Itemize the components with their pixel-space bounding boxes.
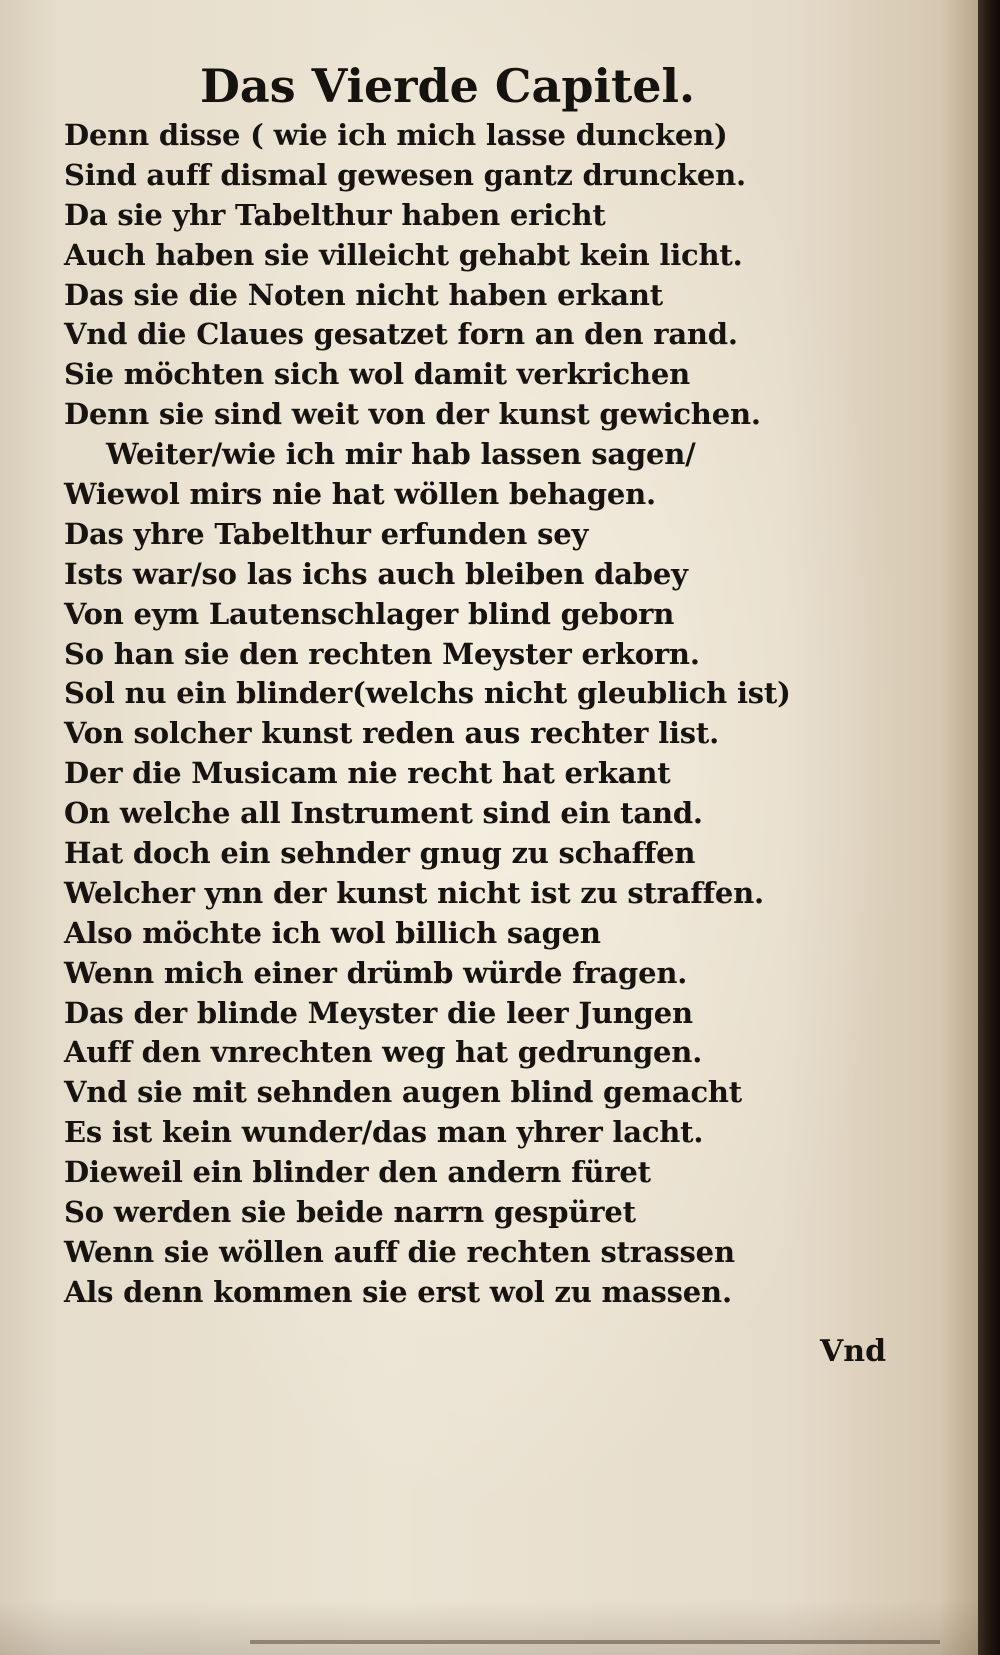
verse-line: Ists war/so las ichs auch bleiben dabey <box>64 556 688 591</box>
verse-line: Das yhre Tabelthur erfunden sey <box>64 516 589 551</box>
verse-line: On welche all Instrument sind ein tand. <box>64 796 703 831</box>
chapter-heading: Das Vierde Capitel. <box>200 59 695 113</box>
verse-line: Vnd sie mit sehnden augen blind gemacht <box>64 1075 742 1110</box>
verse-line: Als denn kommen sie erst wol zu massen. <box>64 1274 732 1309</box>
verse-line: Von solcher kunst reden aus rechter list. <box>64 716 719 751</box>
verse-line: Sind auff dismal gewesen gantz druncken. <box>64 157 746 192</box>
verse-line: Also möchte ich wol billich sagen <box>64 915 601 950</box>
verse-line: Es ist kein wunder/das man yhrer lacht. <box>64 1115 704 1150</box>
verse-line: Hat doch ein sehnder gnug zu schaffen <box>64 836 696 871</box>
verse-line: Auch haben sie villeicht gehabt kein licht. <box>64 237 743 272</box>
verse-line: Welcher ynn der kunst nicht ist zu straffen. <box>64 875 764 910</box>
verse-line: Denn sie sind weit von der kunst gewichen. <box>64 397 761 432</box>
verse-line: Da sie yhr Tabelthur haben ericht <box>64 197 606 232</box>
verse-line: Der die Musicam nie recht hat erkant <box>64 756 671 791</box>
verse-line: Weiter/wie ich mir hab lassen sagen/ <box>106 437 696 472</box>
verse-line: Das der blinde Meyster die leer Jungen <box>64 995 693 1030</box>
verse-lines <box>64 116 844 1313</box>
verse-line: Dieweil ein blinder den andern füret <box>64 1155 651 1190</box>
bottom-edge-rule <box>250 1640 940 1644</box>
verse-line: Wiewol mirs nie hat wöllen behagen. <box>64 477 656 512</box>
verse-line: Vnd die Claues gesatzet forn an den rand. <box>64 317 738 352</box>
verse-line: Wenn mich einer drümb würde fragen. <box>64 955 688 990</box>
verse-line: Sol nu ein blinder(welchs nicht gleublich ist) <box>64 676 791 711</box>
verse-line: Wenn sie wöllen auff die rechten strassen <box>64 1234 735 1269</box>
verse-line: Sie möchten sich wol damit verkrichen <box>64 357 691 392</box>
catchword: Vnd <box>820 1334 887 1369</box>
page-bottom-shading <box>0 1600 978 1655</box>
verse-line: Auff den vnrechten weg hat gedrungen. <box>64 1035 703 1070</box>
verse-line: Denn disse ( wie ich mich lasse duncken) <box>64 118 728 152</box>
book-gutter-edge <box>978 0 1000 1655</box>
verse-line: Das sie die Noten nicht haben erkant <box>64 277 663 312</box>
verse-line: So werden sie beide narrn gespüret <box>64 1195 636 1230</box>
verse-line: So han sie den rechten Meyster erkorn. <box>64 636 700 671</box>
verse-line: Von eym Lautenschlager blind geborn <box>64 596 675 631</box>
